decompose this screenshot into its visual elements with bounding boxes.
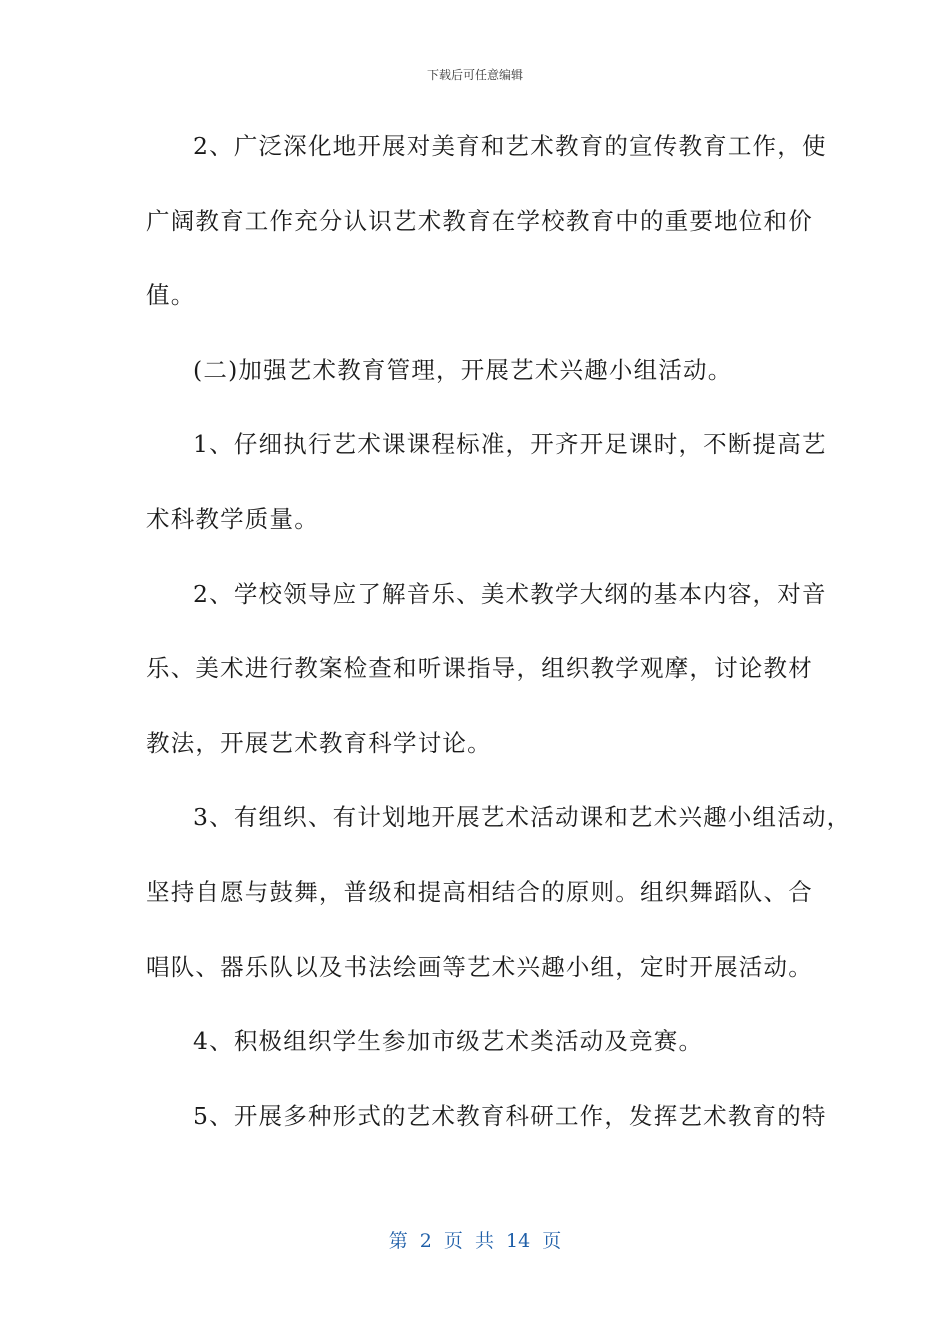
paragraph-line: 术科教学质量。 [146, 504, 319, 533]
paragraph-line: 1、仔细执行艺术课课程标准，开齐开足课时，不断提高艺 [193, 430, 827, 459]
paragraph-line: 2、广泛深化地开展对美育和艺术教育的宣传教育工作，使 [193, 132, 827, 160]
page-header: 下载后可任意编辑 [426, 68, 523, 82]
paragraph-line: 乐、美术进行教案检查和听课指导，组织教学观摩，讨论教材 [146, 654, 813, 683]
paragraph-line: 2、学校领导应了解音乐、美术教学大纲的基本内容，对音 [193, 579, 827, 608]
paragraph-line: 5、开展多种形式的艺术教育科研工作，发挥艺术教育的特 [193, 1101, 827, 1130]
page-number-footer: 第 2 页 共 14 页 [388, 1230, 562, 1252]
paragraph-line: 4、积极组织学生参加市级艺术类活动及竞赛。 [193, 1027, 704, 1056]
paragraph-line: 唱队、器乐队以及书法绘画等艺术兴趣小组，定时开展活动。 [146, 952, 813, 981]
document-body [146, 120, 852, 1164]
section-heading: (二)加强艺术教育管理，开展艺术兴趣小组活动。 [193, 355, 733, 384]
paragraph-line: 广阔教育工作充分认识艺术教育在学校教育中的重要地位和价 [146, 206, 813, 235]
paragraph-line: 3、有组织、有计划地开展艺术活动课和艺术兴趣小组活动， [193, 803, 852, 832]
paragraph-line: 坚持自愿与鼓舞，普级和提高相结合的原则。组织舞蹈队、合 [146, 877, 813, 906]
paragraph-line: 值。 [146, 281, 196, 310]
paragraph-line: 教法，开展艺术教育科学讨论。 [146, 728, 492, 757]
